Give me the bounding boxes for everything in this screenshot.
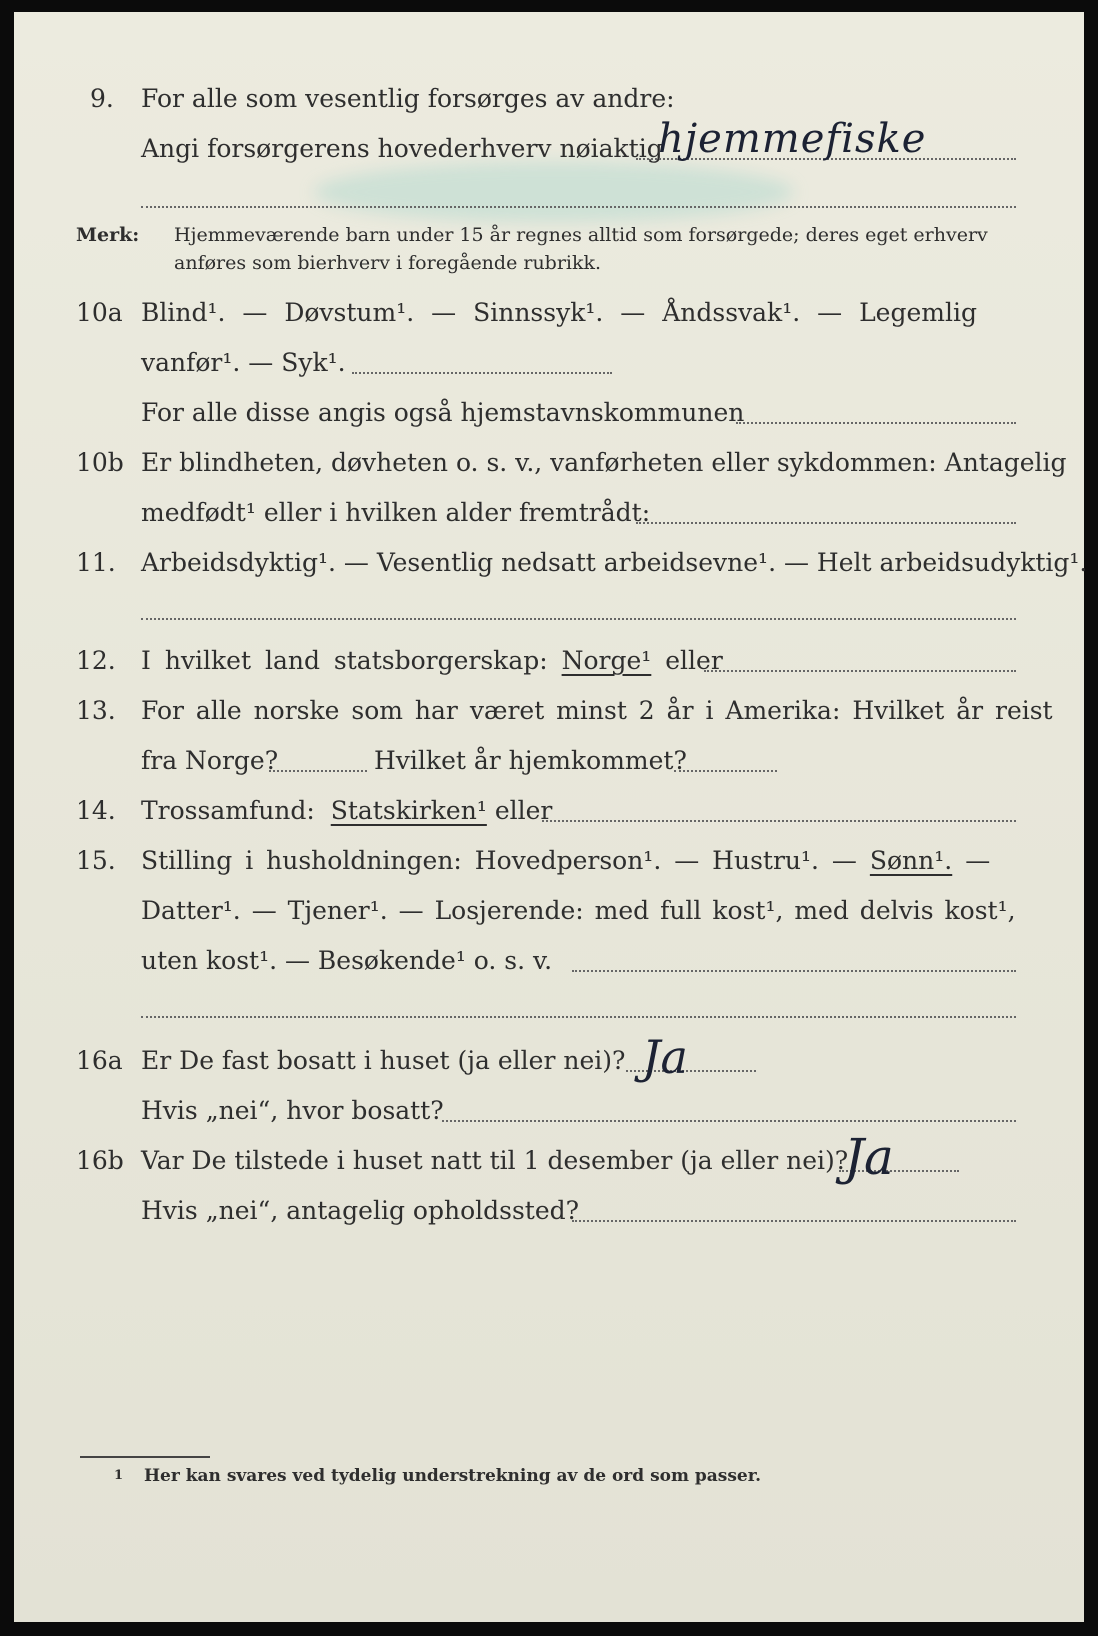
q16b-line1: Var De tilstede i huset natt til 1 desember (ja eller nei)? [141, 1146, 849, 1175]
q10b-answer-line [636, 522, 1016, 524]
question-number: 15. [76, 846, 116, 875]
q10a-line1: Blind¹. — Døvstum¹. — Sinnssyk¹. — Åndssvak¹. — Legemlig [141, 298, 977, 327]
q13-line2a: fra Norge? [141, 746, 279, 775]
q12-selected-norge: Norge¹ [561, 646, 652, 675]
water-stain [314, 162, 794, 222]
q9-handwritten-answer: hjemmefiske [658, 116, 927, 162]
q16b-handwritten-answer: Ja [844, 1128, 894, 1186]
q10a-answer-line [352, 372, 612, 374]
q11-line1: Arbeidsdyktig¹. — Vesentlig nedsatt arbeidsevne¹. — Helt arbeidsudyktig¹. [141, 548, 1088, 577]
question-number: 10a [76, 298, 123, 327]
q16b-line2: Hvis „nei“, antagelig opholdssted? [141, 1196, 580, 1225]
q13-hjem-line [674, 770, 777, 772]
footnote-marker: 1 [114, 1468, 124, 1483]
question-number: 11. [76, 548, 116, 577]
q15-answer-line [572, 970, 1016, 972]
q9-line2: Angi forsørgerens hovederhverv nøiaktig [141, 134, 663, 163]
q12-line: I hvilket land statsborgerskap: Norge¹ eller [141, 646, 723, 675]
question-number: 12. [76, 646, 116, 675]
question-number: 16b [76, 1146, 124, 1175]
q13-line1: For alle norske som har været minst 2 år i Amerika: Hvilket år reist [141, 696, 1053, 725]
merk-label: Merk: [76, 224, 140, 246]
q16a-line1: Er De fast bosatt i huset (ja eller nei)? [141, 1046, 626, 1075]
q14-answer-line [542, 820, 1016, 822]
q15-line3: uten kost¹. — Besøkende¹ o. s. v. [141, 946, 553, 975]
q14-line: Trossamfund: Statskirken¹ eller [141, 796, 553, 825]
census-form-page [14, 12, 1088, 1622]
q10b-line1: Er blindheten, døvheten o. s. v., vanførheten eller sykdommen: Antagelig [141, 448, 1067, 477]
q13-line2b: Hvilket år hjemkommet? [374, 746, 687, 775]
q10a-line3: For alle disse angis også hjemstavnskommunen [141, 398, 745, 427]
q10b-line2: medfødt¹ eller i hvilken alder fremtrådt: [141, 498, 651, 527]
q12-answer-line [704, 670, 1016, 672]
q10a-kommune-line [736, 422, 1016, 424]
q16a-handwritten-answer: Ja [642, 1030, 688, 1084]
footnote-rule [80, 1456, 210, 1458]
question-number: 10b [76, 448, 124, 477]
question-number: 9. [90, 84, 114, 113]
q14-selected-statskirken: Statskirken¹ [330, 796, 487, 825]
q9-line1: For alle som vesentlig forsørges av andre: [141, 84, 675, 113]
q11-answer-line [141, 618, 1016, 620]
q16b-opholdssted-line [572, 1220, 1016, 1222]
q13-reist-line [269, 770, 367, 772]
q16a-bosatt-line [442, 1120, 1016, 1122]
q15-selected-sonn: Sønn¹. [869, 846, 953, 875]
question-number: 13. [76, 696, 116, 725]
q15-extra-line [141, 1016, 1016, 1018]
q15-line1: Stilling i husholdningen: Hovedperson¹. — Hustru¹. — Sønn¹. — [141, 846, 991, 875]
question-number: 14. [76, 796, 116, 825]
q9-extra-line [141, 206, 1016, 208]
q16a-line2: Hvis „nei“, hvor bosatt? [141, 1096, 444, 1125]
merk-line1: Hjemmeværende barn under 15 år regnes alltid som forsørgede; deres eget erhverv [174, 224, 988, 246]
q15-line2: Datter¹. — Tjener¹. — Losjerende: med full kost¹, med delvis kost¹, [141, 896, 1016, 925]
question-number: 16a [76, 1046, 123, 1075]
footnote-text: Her kan svares ved tydelig understrekning av de ord som passer. [144, 1466, 762, 1486]
merk-line2: anføres som bierhverv i foregående rubrikk. [174, 252, 602, 274]
q10a-line2: vanfør¹. — Syk¹. [141, 348, 346, 377]
